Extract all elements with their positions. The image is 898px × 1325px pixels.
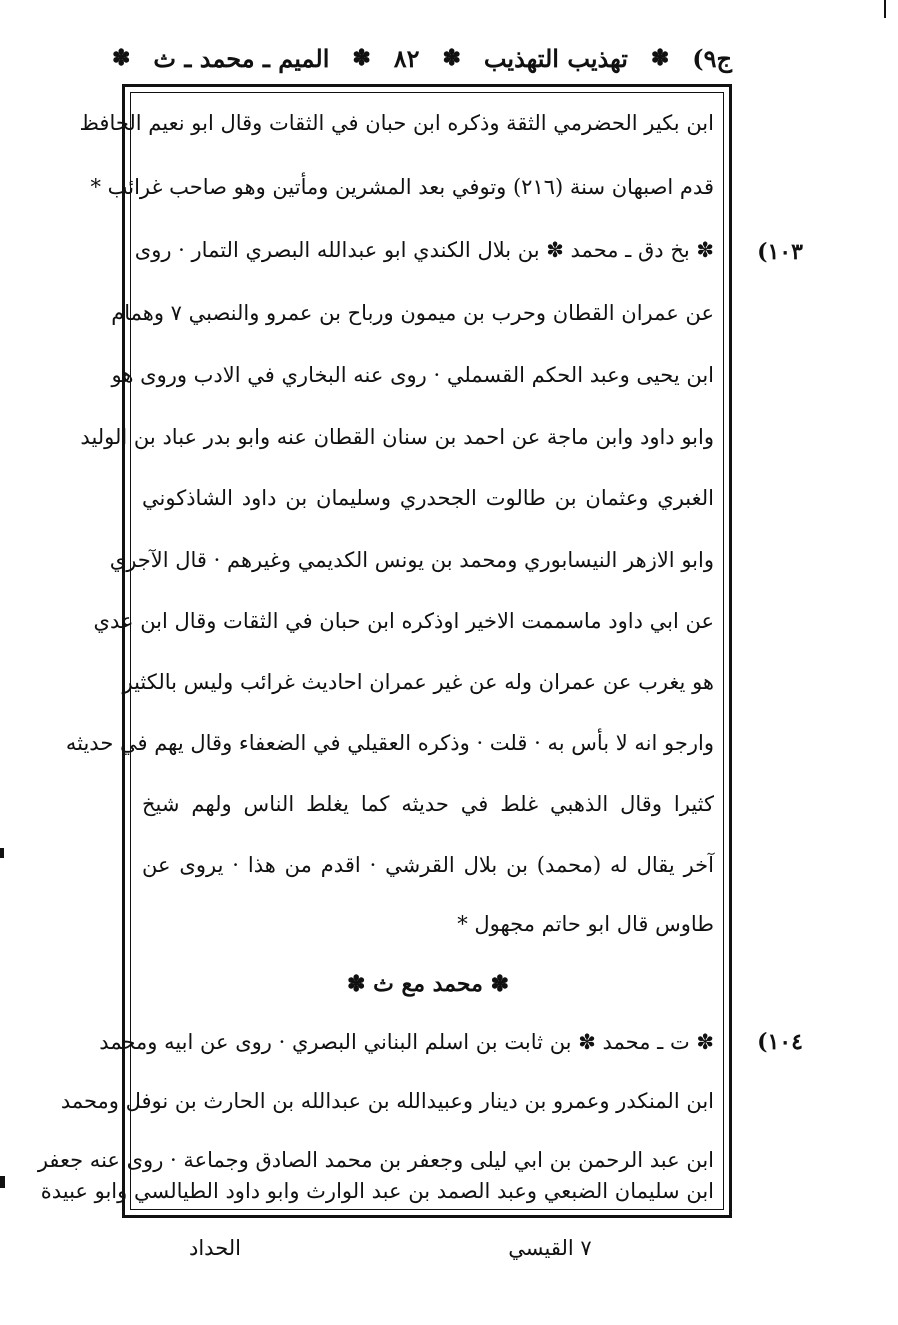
text-line: طاوس قال ابو حاتم مجهول *: [457, 912, 714, 936]
text-line: ابن عبد الرحمن بن ابي ليلى وجعفر بن محمد الصادق وجماعة · روى عنه جعفر: [37, 1148, 714, 1172]
ornament-icon: ✽: [352, 45, 371, 71]
scan-edge-mark: [0, 1176, 5, 1188]
text-line: ✽ بخ دق ـ محمد ✽ بن بلال الكندي ابو عبدالله البصري التمار · روى: [134, 238, 714, 262]
section-heading: [142, 963, 714, 1005]
text-line: ابن بكير الحضرمي الثقة وذكره ابن حبان في الثقات وقال ابو نعيم الحافظ: [79, 111, 714, 135]
catchword: الحداد: [189, 1236, 241, 1260]
text-line: وابو الازهر النيسابوري ومحمد بن يونس الكديمي وغيرهم · قال الآجري: [109, 548, 714, 572]
text-line: هو يغرب عن عمران وله عن غير عمران احاديث غرائب وليس بالكثير: [122, 670, 714, 694]
entry-number: (١٠٣: [757, 239, 803, 265]
page-number: ٨٢: [393, 43, 420, 73]
text-line: ✽ ت ـ محمد ✽ بن ثابت بن اسلم البناني البصري · روى عن ابيه ومحمد: [99, 1030, 714, 1054]
ornament-icon: ✽: [650, 45, 670, 71]
section-heading-text: محمد مع ث: [373, 971, 483, 997]
scan-edge-mark: [884, 0, 886, 18]
ornament-icon: ✽: [347, 971, 366, 997]
running-head: [112, 38, 732, 78]
ornament-icon: ✽: [112, 45, 131, 71]
ornament-icon: ✽: [490, 971, 509, 997]
text-line: ابن يحيى وعبد الحكم القسملي · روى عنه البخاري في الادب وروى هو: [111, 363, 714, 387]
text-line: الغبري وعثمان بن طالوت الجحدري وسليمان بن داود الشاذكوني: [142, 486, 714, 510]
volume-label: ج٩): [692, 43, 732, 73]
section-title: الميم ـ محمد ـ ث: [153, 43, 330, 73]
footnote: ٧ القيسي: [508, 1236, 592, 1260]
text-line: ابن المنكدر وعمرو بن دينار وعبيدالله بن عبدالله بن الحارث بن نوفل ومحمد: [60, 1089, 714, 1113]
entry-number: (١٠٤: [757, 1029, 803, 1055]
ornament-icon: ✽: [442, 45, 461, 71]
text-line: ابن سليمان الضبعي وعبد الصمد بن عبد الوارث وابو داود الطيالسي وابو عبيدة: [40, 1179, 714, 1203]
book-title: تهذيب التهذيب: [483, 43, 628, 73]
text-line: قدم اصبهان سنة (٢١٦) وتوفي بعد المشرين ومأتين وهو صاحب غرائب *: [90, 175, 714, 199]
text-line: عن ابي داود ماسممت الاخير اوذكره ابن حبان في الثقات وقال ابن عدي: [93, 609, 714, 633]
scan-edge-mark: [0, 848, 4, 858]
text-line: وارجو انه لا بأس به · قلت · وذكره العقيلي في الضعفاء وقال يهم في حديثه: [65, 731, 714, 755]
text-line: عن عمران القطان وحرب بن ميمون ورباح بن عمرو والنصبي ٧ وهمام: [111, 301, 714, 325]
text-line: آخر يقال له (محمد) بن بلال القرشي · اقدم من هذا · يروى عن: [142, 853, 714, 877]
text-line: كثيرا وقال الذهبي غلط في حديثه كما يغلط الناس ولهم شيخ: [142, 792, 714, 816]
text-line: وابو داود وابن ماجة عن احمد بن سنان القطان عنه وابو بدر عباد بن الوليد: [80, 425, 714, 449]
